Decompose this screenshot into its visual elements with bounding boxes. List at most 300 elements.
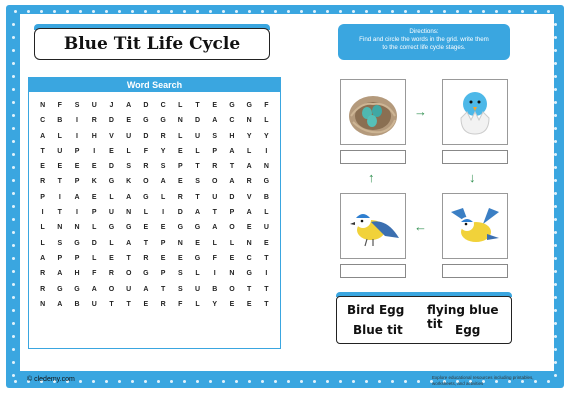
grid-letter[interactable]: A xyxy=(212,224,218,232)
frame-dot xyxy=(430,10,433,13)
grid-letter[interactable]: U xyxy=(91,300,97,308)
grid-letter[interactable]: L xyxy=(212,239,217,247)
grid-letter[interactable]: G xyxy=(229,102,235,109)
frame-dot xyxy=(12,23,15,26)
frame-dot xyxy=(554,114,557,117)
frame-dot xyxy=(144,10,147,13)
grid-letter[interactable]: G xyxy=(125,224,132,232)
frame-dot xyxy=(12,62,15,65)
frame-dot xyxy=(443,10,446,13)
grid-letter[interactable]: I xyxy=(41,209,44,217)
frame-dot xyxy=(339,10,342,13)
frame-dot xyxy=(554,322,557,325)
hatchling-image xyxy=(442,79,508,145)
grid-letter[interactable]: G xyxy=(194,224,201,232)
grid-letter[interactable]: D xyxy=(91,239,97,247)
directions-box xyxy=(338,24,510,60)
grid-letter[interactable]: G xyxy=(246,270,252,278)
word-search-header: Word Search xyxy=(29,78,280,92)
grid-letter[interactable]: L xyxy=(40,239,45,247)
grid-letter[interactable]: E xyxy=(91,163,97,171)
grid-letter[interactable]: P xyxy=(177,163,183,171)
grid-letter[interactable]: F xyxy=(143,147,149,155)
grid-letter[interactable]: G xyxy=(246,102,252,109)
frame-dot xyxy=(12,88,15,91)
frame-dot xyxy=(554,192,557,195)
grid-letter[interactable]: N xyxy=(229,270,235,278)
grid-letter[interactable]: A xyxy=(212,117,218,125)
grid-letter[interactable]: R xyxy=(91,117,97,125)
grid-letter[interactable]: C xyxy=(160,102,166,109)
grid-letter[interactable]: D xyxy=(229,193,235,201)
grid-letter[interactable]: I xyxy=(162,209,165,217)
grid-letter[interactable]: D xyxy=(195,117,201,125)
grid-letter[interactable]: E xyxy=(177,147,183,155)
grid-letter[interactable]: T xyxy=(160,285,166,293)
grid-letter[interactable]: A xyxy=(195,209,201,217)
frame-dot xyxy=(534,10,537,13)
grid-letter[interactable]: L xyxy=(40,224,45,232)
grid-letter[interactable]: S xyxy=(160,163,166,171)
frame-dot xyxy=(209,380,212,383)
grid-letter[interactable]: B xyxy=(74,300,80,308)
answer-box-flying[interactable] xyxy=(442,264,508,278)
grid-letter[interactable]: T xyxy=(57,209,62,217)
frame-dot xyxy=(521,10,524,13)
grid-letter[interactable]: I xyxy=(76,209,78,217)
flying-blue-tit-image xyxy=(442,193,508,259)
frame-dot xyxy=(12,36,15,39)
frame-dot xyxy=(554,374,557,377)
grid-letter[interactable]: A xyxy=(143,285,149,293)
grid-letter[interactable]: C xyxy=(246,254,252,262)
grid-letter[interactable]: G xyxy=(108,178,115,186)
grid-letter[interactable]: L xyxy=(264,209,269,217)
grid-letter[interactable]: Y xyxy=(212,300,218,308)
frame-dot xyxy=(554,62,557,65)
nest-image xyxy=(340,79,406,145)
grid-letter[interactable]: A xyxy=(40,254,46,262)
grid-letter[interactable]: R xyxy=(143,254,149,262)
grid-letter[interactable]: G xyxy=(177,224,184,232)
grid-letter[interactable]: A xyxy=(74,193,80,201)
grid-letter[interactable]: G xyxy=(108,224,115,232)
grid-letter[interactable]: U xyxy=(195,132,201,140)
grid-letter[interactable]: U xyxy=(212,193,218,201)
grid-letter[interactable]: N xyxy=(126,209,132,217)
grid-letter[interactable]: F xyxy=(264,102,269,109)
grid-letter[interactable]: G xyxy=(263,178,270,186)
grid-letter[interactable]: T xyxy=(212,209,217,217)
grid-letter[interactable]: N xyxy=(177,117,183,125)
grid-letter[interactable]: L xyxy=(160,193,166,201)
grid-letter[interactable]: E xyxy=(246,224,252,232)
word-bank-item: Blue tit xyxy=(353,323,403,337)
grid-letter[interactable]: Y xyxy=(246,132,252,140)
grid-letter[interactable]: I xyxy=(93,147,96,155)
grid-letter[interactable]: I xyxy=(58,193,61,201)
grid-letter[interactable]: O xyxy=(143,178,149,186)
grid-letter[interactable]: E xyxy=(177,254,183,262)
grid-letter[interactable]: P xyxy=(40,193,45,201)
grid-letter[interactable]: R xyxy=(212,163,218,171)
frame-dot xyxy=(131,380,134,383)
grid-letter[interactable]: R xyxy=(246,178,252,186)
grid-letter[interactable]: R xyxy=(160,300,166,308)
frame-dot xyxy=(209,10,212,13)
grid-letter[interactable]: R xyxy=(40,270,46,278)
grid-letter[interactable]: O xyxy=(229,285,235,293)
grid-letter[interactable]: N xyxy=(57,224,63,232)
grid-letter[interactable]: T xyxy=(229,163,235,171)
frame-dot xyxy=(554,140,557,143)
answer-box-nest[interactable] xyxy=(340,150,406,164)
frame-dot xyxy=(248,10,251,13)
grid-letter[interactable]: D xyxy=(177,209,183,217)
frame-dot xyxy=(274,10,277,13)
frame-dot xyxy=(12,153,15,156)
answer-box-adult[interactable] xyxy=(340,264,406,278)
frame-dot xyxy=(365,380,368,383)
grid-letter[interactable]: A xyxy=(91,285,97,293)
answer-box-hatchling[interactable] xyxy=(442,150,508,164)
grid-letter[interactable]: S xyxy=(57,239,63,247)
frame-dot xyxy=(554,257,557,260)
grid-letter[interactable]: G xyxy=(143,193,149,201)
grid-letter[interactable]: U xyxy=(91,102,97,109)
grid-letter[interactable]: L xyxy=(92,224,97,232)
grid-letter[interactable]: T xyxy=(247,285,252,293)
frame-dot xyxy=(157,380,160,383)
flying-blue-tit-icon xyxy=(443,194,507,258)
adult-blue-tit-icon xyxy=(341,194,405,258)
grid-letter[interactable]: C xyxy=(40,117,46,125)
grid-letter[interactable]: T xyxy=(126,300,131,308)
grid-letter[interactable]: A xyxy=(160,178,166,186)
grid-letter[interactable]: L xyxy=(92,254,97,262)
grid-letter[interactable]: E xyxy=(126,117,131,125)
frame-dot xyxy=(170,10,173,13)
grid-letter[interactable]: P xyxy=(91,209,97,217)
grid-letter[interactable]: E xyxy=(229,300,235,308)
grid-letter[interactable]: K xyxy=(91,178,97,186)
frame-dot xyxy=(378,380,381,383)
grid-letter[interactable]: H xyxy=(229,132,235,140)
grid-letter[interactable]: L xyxy=(57,132,62,140)
grid-letter[interactable]: A xyxy=(229,178,235,186)
grid-letter[interactable]: A xyxy=(246,163,252,171)
grid-letter[interactable]: E xyxy=(160,254,166,262)
frame-dot xyxy=(12,166,15,169)
grid-letter[interactable]: O xyxy=(125,270,132,278)
grid-letter[interactable]: E xyxy=(143,300,149,308)
grid-letter[interactable]: G xyxy=(194,254,201,262)
grid-letter[interactable]: E xyxy=(74,163,80,171)
grid-letter[interactable]: T xyxy=(57,178,62,186)
grid-letter[interactable]: T xyxy=(143,239,149,247)
frame-dot xyxy=(508,10,511,13)
frame-dot xyxy=(554,153,557,156)
grid-letter[interactable]: S xyxy=(195,178,200,186)
frame-dot xyxy=(300,380,303,383)
frame-dot xyxy=(12,335,15,338)
grid-letter[interactable]: N xyxy=(246,117,252,125)
letter-grid[interactable] xyxy=(34,98,275,312)
frame-dot xyxy=(554,205,557,208)
frame-dot xyxy=(196,10,199,13)
word-search-panel xyxy=(28,77,281,349)
frame-dot xyxy=(261,10,264,13)
grid-letter[interactable]: G xyxy=(143,117,149,125)
grid-letter[interactable]: F xyxy=(92,270,97,278)
grid-letter[interactable]: P xyxy=(57,254,63,262)
grid-letter[interactable]: R xyxy=(143,163,149,171)
grid-letter[interactable]: I xyxy=(213,270,216,278)
directions-line-2: to the correct life cycle stages. xyxy=(382,44,466,51)
grid-letter[interactable]: E xyxy=(195,239,200,247)
grid-letter[interactable]: N xyxy=(263,163,269,171)
grid-letter[interactable]: U xyxy=(126,132,132,140)
frame-dot xyxy=(12,101,15,104)
grid-letter[interactable]: P xyxy=(74,178,80,186)
grid-letter[interactable]: B xyxy=(212,285,218,293)
grid-letter[interactable]: U xyxy=(57,147,63,155)
frame-dot xyxy=(118,10,121,13)
frame-dot xyxy=(12,114,15,117)
grid-letter[interactable]: G xyxy=(160,117,166,125)
frame-dot xyxy=(554,49,557,52)
frame-dot xyxy=(287,10,290,13)
grid-letter[interactable]: A xyxy=(246,209,252,217)
grid-letter[interactable]: E xyxy=(40,163,45,171)
grid-letter[interactable]: E xyxy=(160,224,166,232)
title-box xyxy=(34,28,270,60)
grid-letter[interactable]: T xyxy=(195,193,200,201)
grid-letter[interactable]: R xyxy=(108,270,114,278)
grid-letter[interactable]: L xyxy=(264,117,269,125)
grid-letter[interactable]: R xyxy=(177,193,183,201)
grid-letter[interactable]: P xyxy=(160,239,166,247)
frame-dot xyxy=(554,88,557,91)
grid-letter[interactable]: C xyxy=(229,117,235,125)
grid-letter[interactable]: I xyxy=(76,132,78,140)
grid-letter[interactable]: O xyxy=(212,178,218,186)
arrow-up-icon: ↑ xyxy=(368,170,375,185)
grid-letter[interactable]: H xyxy=(74,270,80,278)
grid-letter[interactable]: U xyxy=(263,224,269,232)
frame-dot xyxy=(105,380,108,383)
grid-letter[interactable]: A xyxy=(40,132,46,140)
frame-dot xyxy=(92,380,95,383)
frame-dot xyxy=(274,380,277,383)
frame-dot xyxy=(404,10,407,13)
frame-dot xyxy=(554,309,557,312)
grid-letter[interactable]: T xyxy=(109,300,114,308)
grid-letter[interactable]: A xyxy=(229,147,235,155)
grid-letter[interactable]: T xyxy=(126,254,131,262)
grid-letter[interactable]: E xyxy=(143,224,149,232)
grid-letter[interactable]: A xyxy=(126,239,132,247)
grid-letter[interactable]: U xyxy=(108,209,114,217)
grid-letter[interactable]: E xyxy=(91,193,97,201)
grid-letter[interactable]: T xyxy=(264,300,269,308)
grid-letter[interactable]: A xyxy=(126,193,132,201)
frame-dot xyxy=(469,10,472,13)
grid-letter[interactable]: N xyxy=(40,102,46,109)
grid-letter[interactable]: P xyxy=(160,270,166,278)
grid-letter[interactable]: I xyxy=(76,117,78,125)
frame-dot xyxy=(12,309,15,312)
grid-letter[interactable]: A xyxy=(57,270,63,278)
grid-letter[interactable]: L xyxy=(178,132,183,140)
grid-letter[interactable]: T xyxy=(40,147,45,155)
grid-letter[interactable]: I xyxy=(265,147,268,155)
grid-letter[interactable]: T xyxy=(264,254,269,262)
frame-dot xyxy=(12,205,15,208)
grid-letter[interactable]: A xyxy=(57,300,63,308)
frame-dot xyxy=(14,10,17,13)
grid-letter[interactable]: T xyxy=(264,285,269,293)
directions-line-1: Find and circle the words in the grid. write them xyxy=(359,36,489,43)
frame-dot xyxy=(554,335,557,338)
hatching-chick-icon xyxy=(443,80,507,144)
frame-dot xyxy=(554,283,557,286)
grid-letter[interactable]: F xyxy=(57,102,62,109)
grid-letter[interactable]: P xyxy=(212,147,218,155)
grid-letter[interactable]: A xyxy=(126,102,132,109)
footer-note: Explore educational resources including printables, worksheets, and activities xyxy=(432,375,534,386)
grid-letter[interactable]: R xyxy=(40,178,46,186)
grid-letter[interactable]: V xyxy=(246,193,252,201)
grid-letter[interactable]: G xyxy=(57,285,63,293)
nest-with-eggs-icon xyxy=(341,80,405,144)
grid-letter[interactable]: E xyxy=(264,239,269,247)
grid-letter[interactable]: D xyxy=(108,163,114,171)
frame-dot xyxy=(79,10,82,13)
grid-letter[interactable]: L xyxy=(229,239,235,247)
frame-dot xyxy=(326,10,329,13)
frame-dot xyxy=(12,49,15,52)
grid-letter[interactable]: E xyxy=(57,163,63,171)
adult-blue-tit-image xyxy=(340,193,406,259)
grid-letter[interactable]: J xyxy=(109,102,114,109)
grid-letter[interactable]: R xyxy=(160,132,166,140)
frame-dot xyxy=(554,127,557,130)
grid-letter[interactable]: L xyxy=(195,270,200,278)
word-bank xyxy=(336,296,512,344)
grid-letter[interactable]: F xyxy=(212,254,217,262)
frame-dot xyxy=(79,380,82,383)
grid-letter[interactable]: U xyxy=(126,285,132,293)
frame-dot xyxy=(235,10,238,13)
frame-dot xyxy=(352,10,355,13)
grid-letter[interactable]: E xyxy=(229,254,235,262)
grid-letter[interactable]: D xyxy=(143,102,149,109)
grid-letter[interactable]: L xyxy=(195,300,200,308)
frame-dot xyxy=(365,10,368,13)
frame-dot xyxy=(339,380,342,383)
grid-letter[interactable]: L xyxy=(126,147,131,155)
frame-dot xyxy=(313,380,316,383)
grid-letter[interactable]: S xyxy=(74,102,80,109)
grid-letter[interactable]: Y xyxy=(264,132,269,140)
grid-letter[interactable]: E xyxy=(109,147,114,155)
grid-letter[interactable]: I xyxy=(265,270,268,278)
frame-dot xyxy=(261,380,264,383)
grid-letter[interactable]: L xyxy=(109,239,114,247)
grid-letter[interactable]: L xyxy=(143,209,149,217)
frame-dot xyxy=(12,296,15,299)
grid-letter[interactable]: L xyxy=(247,147,252,155)
frame-dot xyxy=(53,10,56,13)
footer-copyright: © cledemy.com xyxy=(27,376,75,383)
grid-letter[interactable]: G xyxy=(143,270,149,278)
page-title: Blue Tit Life Cycle xyxy=(63,34,241,54)
grid-letter[interactable]: B xyxy=(57,117,63,125)
grid-letter[interactable]: O xyxy=(229,224,235,232)
frame-dot xyxy=(417,380,420,383)
grid-letter[interactable]: K xyxy=(126,178,132,186)
grid-letter[interactable]: S xyxy=(126,163,131,171)
grid-letter[interactable]: S xyxy=(212,132,218,140)
grid-letter[interactable]: E xyxy=(212,102,218,109)
arrow-down-icon: ↓ xyxy=(469,170,476,185)
grid-letter[interactable]: P xyxy=(229,209,235,217)
grid-letter[interactable]: G xyxy=(74,285,80,293)
grid-letter[interactable]: V xyxy=(109,132,114,140)
grid-letter[interactable]: G xyxy=(74,239,80,247)
grid-letter[interactable]: L xyxy=(109,193,114,201)
frame-dot xyxy=(14,380,17,383)
grid-letter[interactable]: T xyxy=(195,102,200,109)
grid-letter[interactable]: F xyxy=(178,300,183,308)
grid-letter[interactable]: L xyxy=(178,102,183,109)
grid-letter[interactable]: E xyxy=(109,254,114,262)
grid-letter[interactable]: P xyxy=(74,254,80,262)
grid-letter[interactable]: D xyxy=(143,132,149,140)
grid-letter[interactable]: S xyxy=(177,270,183,278)
grid-letter[interactable]: O xyxy=(108,285,115,293)
frame-dot xyxy=(554,23,557,26)
grid-letter[interactable]: B xyxy=(263,193,269,201)
grid-letter[interactable]: U xyxy=(195,285,201,293)
grid-letter[interactable]: D xyxy=(108,117,114,125)
grid-letter[interactable]: E xyxy=(177,178,183,186)
grid-letter[interactable]: N xyxy=(177,239,183,247)
frame-dot xyxy=(248,380,251,383)
frame-dot xyxy=(12,192,15,195)
grid-letter[interactable]: R xyxy=(40,285,46,293)
frame-dot xyxy=(287,380,290,383)
frame-dot xyxy=(300,10,303,13)
grid-letter[interactable]: L xyxy=(195,147,200,155)
frame-dot xyxy=(222,380,225,383)
grid-letter[interactable]: Y xyxy=(160,147,166,155)
grid-letter[interactable]: E xyxy=(246,300,252,308)
grid-letter[interactable]: N xyxy=(40,300,46,308)
frame-dot xyxy=(170,380,173,383)
grid-letter[interactable]: T xyxy=(195,163,200,171)
grid-letter[interactable]: H xyxy=(91,132,97,140)
frame-dot xyxy=(391,380,394,383)
grid-letter[interactable]: N xyxy=(74,224,80,232)
frame-dot xyxy=(326,380,329,383)
grid-letter[interactable]: P xyxy=(74,147,80,155)
frame-dot xyxy=(12,322,15,325)
frame-dot xyxy=(404,380,407,383)
grid-letter[interactable]: N xyxy=(246,239,252,247)
grid-letter[interactable]: S xyxy=(177,285,183,293)
